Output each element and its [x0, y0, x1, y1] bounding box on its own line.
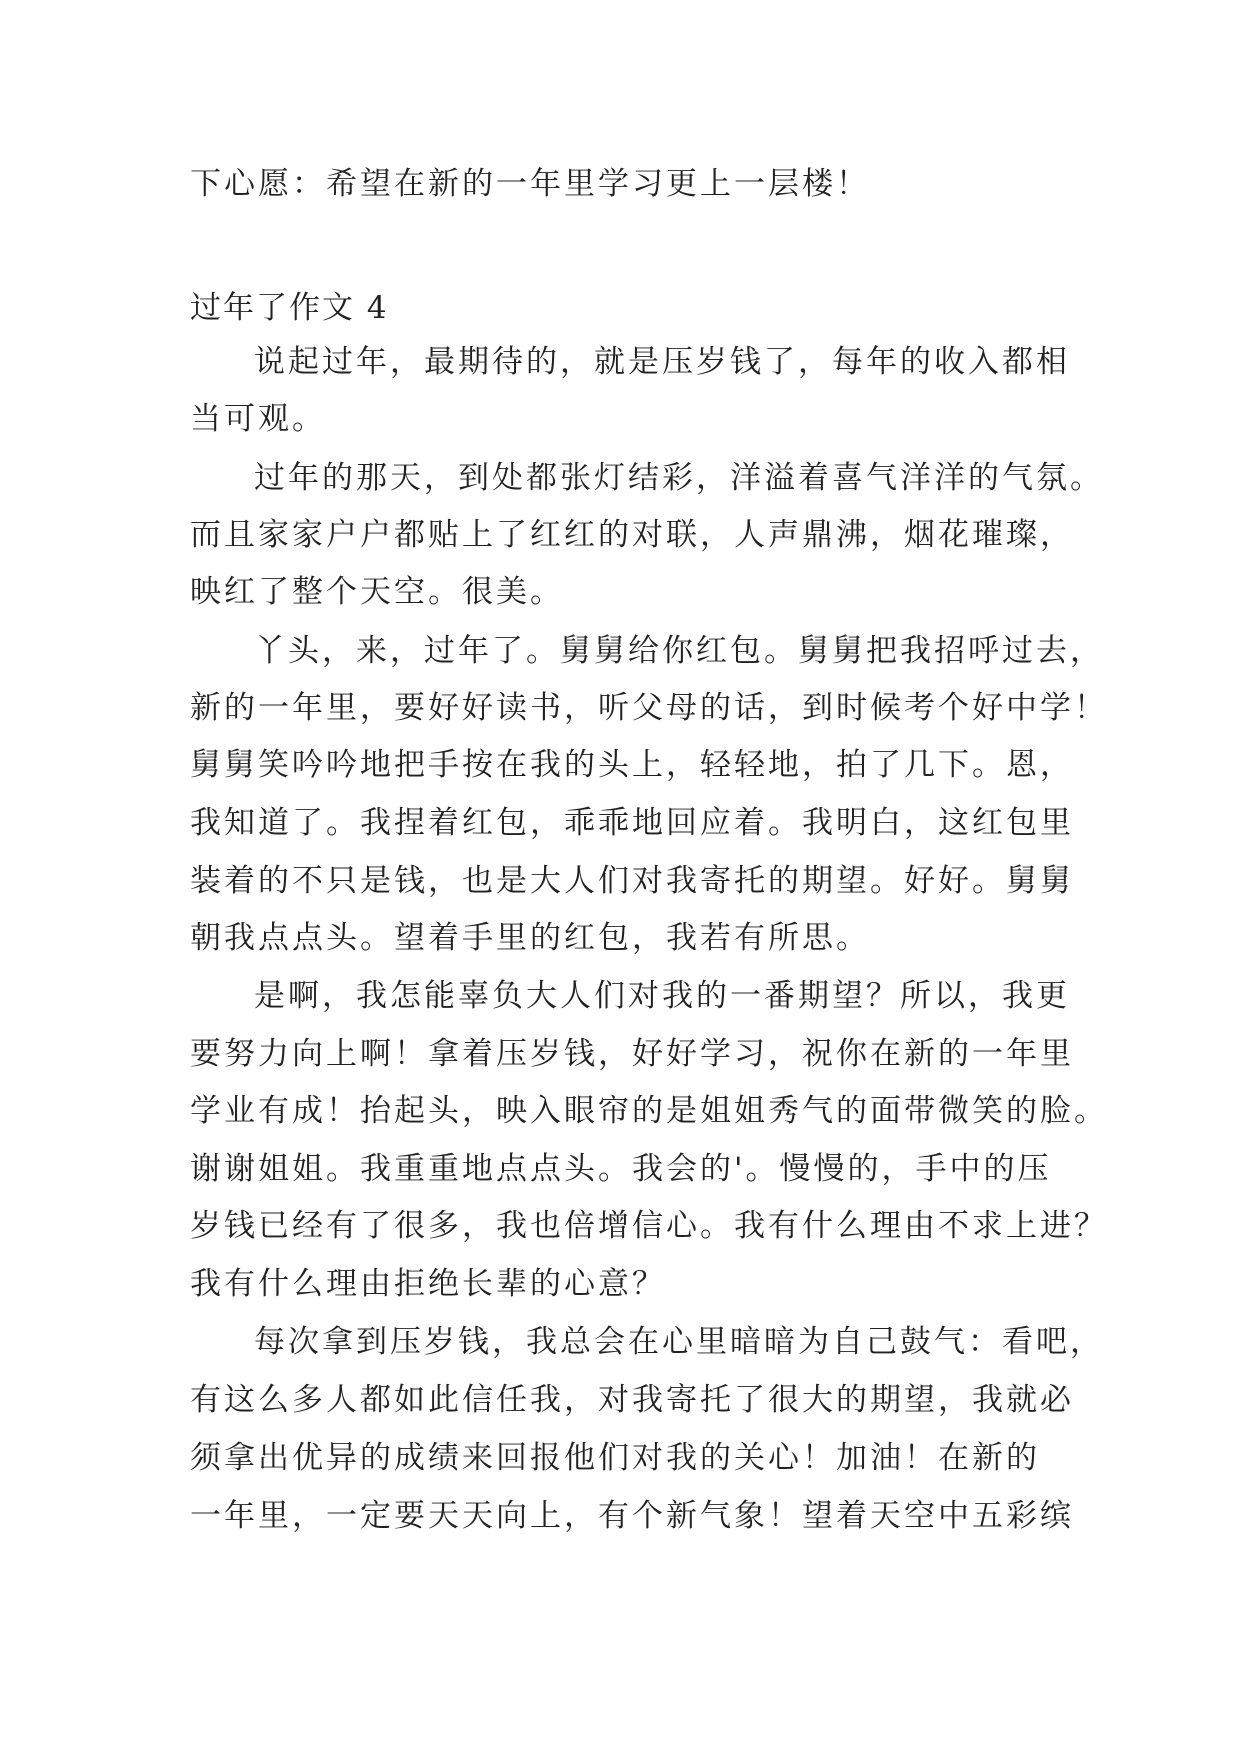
paragraph-line: 我知道了。我捏着红包，乖乖地回应着。我明白，这红包里	[190, 805, 1074, 841]
paragraph-line: 当可观。	[190, 401, 326, 437]
paragraph-line: 丫头，来，过年了。舅舅给你红包。舅舅把我招呼过去，	[254, 633, 1104, 669]
paragraph-line: 而且家家户户都贴上了红红的对联，人声鼎沸，烟花璀璨，	[190, 517, 1074, 553]
paragraph-line: 要努力向上啊！拿着压岁钱，好好学习，祝你在新的一年里	[190, 1036, 1074, 1072]
paragraph-line: 朝我点点头。望着手里的红包，我若有所思。	[190, 920, 870, 956]
paragraph-line: 过年的那天，到处都张灯结彩，洋溢着喜气洋洋的气氛。	[254, 460, 1104, 496]
opening-line: 下心愿：希望在新的一年里学习更上一层楼！	[190, 166, 870, 202]
section-title: 过年了作文 4	[190, 290, 389, 326]
paragraph-line: 新的一年里，要好好读书，听父母的话，到时候考个好中学！	[190, 690, 1108, 726]
paragraph-line: 是啊，我怎能辜负大人们对我的一番期望？所以，我更	[254, 978, 1070, 1014]
paragraph-line: 映红了整个天空。很美。	[190, 574, 564, 610]
paragraph-line: 谢谢姐姐。我重重地点点头。我会的'。慢慢的，手中的压	[190, 1151, 1052, 1187]
paragraph-line: 我有什么理由拒绝长辈的心意？	[190, 1266, 666, 1302]
paragraph-line: 说起过年，最期待的，就是压岁钱了，每年的收入都相	[254, 344, 1070, 380]
paragraph-line: 岁钱已经有了很多，我也倍增信心。我有什么理由不求上进？	[190, 1208, 1108, 1244]
paragraph-line: 学业有成！抬起头，映入眼帘的是姐姐秀气的面带微笑的脸。	[190, 1093, 1108, 1129]
paragraph-line: 有这么多人都如此信任我，对我寄托了很大的期望，我就必	[190, 1382, 1074, 1418]
paragraph-line: 舅舅笑吟吟地把手按在我的头上，轻轻地，拍了几下。恩，	[190, 747, 1074, 783]
paragraph-line: 装着的不只是钱，也是大人们对我寄托的期望。好好。舅舅	[190, 863, 1074, 899]
paragraph-line: 一年里，一定要天天向上，有个新气象！望着天空中五彩缤	[190, 1498, 1074, 1534]
paragraph-line: 须拿出优异的成绩来回报他们对我的关心！加油！在新的	[190, 1440, 1040, 1476]
paragraph-line: 每次拿到压岁钱，我总会在心里暗暗为自己鼓气：看吧，	[254, 1324, 1104, 1360]
